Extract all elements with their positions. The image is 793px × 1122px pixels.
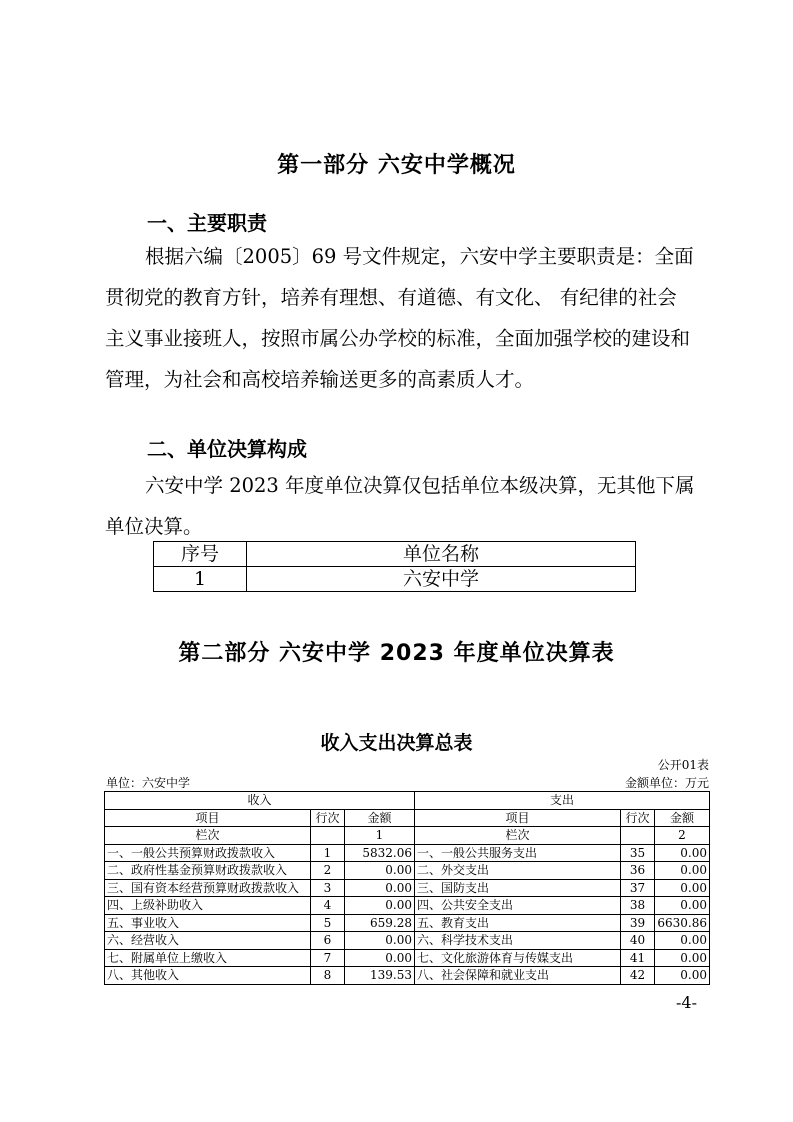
income-row-no: 6 xyxy=(311,932,345,950)
income-amount: 0.00 xyxy=(345,932,415,950)
expense-row-no: 36 xyxy=(621,862,655,880)
expense-amount: 0.00 xyxy=(655,844,710,862)
expense-row-no: 39 xyxy=(621,914,655,932)
unit-label: 单位：六安中学 xyxy=(106,776,191,790)
table-row xyxy=(105,844,710,862)
expense-item: 五、教育支出 xyxy=(415,914,621,932)
expense-item: 六、科学技术支出 xyxy=(415,932,621,950)
summary-table-title: 收入支出决算总表 xyxy=(320,732,473,754)
income-item: 六、经营收入 xyxy=(105,932,311,950)
table-row xyxy=(105,932,710,950)
income-col-row: 行次 xyxy=(311,809,345,827)
expense-row-no: 35 xyxy=(621,844,655,862)
expense-item: 八、社会保障和就业支出 xyxy=(415,967,621,985)
table-code: 公开01表 xyxy=(657,758,709,772)
part1-title: 第一部分 六安中学概况 xyxy=(277,153,516,178)
page-number: -4- xyxy=(676,993,697,1012)
income-row-no: 4 xyxy=(311,897,345,915)
table-row xyxy=(105,862,710,880)
section1-paragraph: 根据六编〔2005〕69 号文件规定，六安中学主要职责是：全面贯彻党的教育方针，培养有理想、有道德、有文化、 有纪律的社会主义事业接班人，按照市属公办学校的标准，全面加强学校的建设和管理，为社会和高校培养输送更多的高素质人才。 xyxy=(105,245,694,391)
expense-row-no: 37 xyxy=(621,879,655,897)
income-amount: 139.53 xyxy=(345,967,415,985)
income-row-no: 7 xyxy=(311,949,345,967)
expense-row-no: 40 xyxy=(621,932,655,950)
table-row xyxy=(105,949,710,967)
expense-amount: 0.00 xyxy=(655,879,710,897)
expense-row-no: 41 xyxy=(621,949,655,967)
table-row xyxy=(105,967,710,985)
expense-item: 四、公共安全支出 xyxy=(415,897,621,915)
table-row xyxy=(105,879,710,897)
income-amount: 0.00 xyxy=(345,897,415,915)
part2-title: 第二部分 六安中学 2023 年度单位决算表 xyxy=(178,641,615,666)
table-column-header-row xyxy=(105,809,710,827)
expense-amount: 0.00 xyxy=(655,949,710,967)
income-amount: 0.00 xyxy=(345,862,415,880)
table-row xyxy=(105,897,710,915)
income-row-no: 5 xyxy=(311,914,345,932)
income-lanci-empty xyxy=(311,827,345,845)
income-row-no: 1 xyxy=(311,844,345,862)
income-lanci-label: 栏次 xyxy=(105,827,311,845)
header-unit-name: 单位名称 xyxy=(247,542,636,567)
income-row-no: 2 xyxy=(311,862,345,880)
income-row-no: 8 xyxy=(311,967,345,985)
income-amount: 659.28 xyxy=(345,914,415,932)
table-group-header-row xyxy=(105,792,710,810)
table-row xyxy=(154,567,636,592)
expense-lanci-empty xyxy=(621,827,655,845)
income-item: 五、事业收入 xyxy=(105,914,311,932)
section2-heading: 二、单位决算构成 xyxy=(147,437,307,461)
income-col-amount: 金额 xyxy=(345,809,415,827)
income-col-item: 项目 xyxy=(105,809,311,827)
income-item: 八、其他收入 xyxy=(105,967,311,985)
expense-lanci-number: 2 xyxy=(655,827,710,845)
expense-amount: 0.00 xyxy=(655,862,710,880)
income-item: 四、上级补助收入 xyxy=(105,897,311,915)
income-amount: 0.00 xyxy=(345,879,415,897)
unit-composition-table xyxy=(153,541,636,592)
expense-amount: 0.00 xyxy=(655,932,710,950)
expense-row-no: 38 xyxy=(621,897,655,915)
expense-item: 二、外交支出 xyxy=(415,862,621,880)
amount-unit-label: 金额单位：万元 xyxy=(624,776,709,790)
income-lanci-number: 1 xyxy=(345,827,415,845)
expense-item: 七、文化旅游体育与传媒支出 xyxy=(415,949,621,967)
cell-unit-name: 六安中学 xyxy=(247,567,636,592)
cell-serial: 1 xyxy=(154,567,247,592)
expense-item: 一、一般公共服务支出 xyxy=(415,844,621,862)
expense-lanci-label: 栏次 xyxy=(415,827,621,845)
expense-item: 三、国防支出 xyxy=(415,879,621,897)
income-expense-table xyxy=(104,791,710,985)
expense-col-item: 项目 xyxy=(415,809,621,827)
expense-col-row: 行次 xyxy=(621,809,655,827)
expense-amount: 0.00 xyxy=(655,897,710,915)
income-amount: 5832.06 xyxy=(345,844,415,862)
expense-amount: 0.00 xyxy=(655,967,710,985)
table-row xyxy=(105,914,710,932)
expense-header: 支出 xyxy=(415,792,710,810)
income-header: 收入 xyxy=(105,792,415,810)
income-amount: 0.00 xyxy=(345,949,415,967)
table-header-row xyxy=(154,542,636,567)
income-row-no: 3 xyxy=(311,879,345,897)
header-serial: 序号 xyxy=(154,542,247,567)
income-item: 七、附属单位上缴收入 xyxy=(105,949,311,967)
expense-col-amount: 金额 xyxy=(655,809,710,827)
income-item: 三、国有资本经营预算财政拨款收入 xyxy=(105,879,311,897)
section2-paragraph: 六安中学 2023 年度单位决算仅包括单位本级决算，无其他下属单位决算。 xyxy=(105,474,695,538)
section1-heading: 一、主要职责 xyxy=(147,211,267,235)
expense-amount: 6630.86 xyxy=(655,914,710,932)
expense-row-no: 42 xyxy=(621,967,655,985)
table-lanci-row xyxy=(105,827,710,845)
income-item: 一、一般公共预算财政拨款收入 xyxy=(105,844,311,862)
income-item: 二、政府性基金预算财政拨款收入 xyxy=(105,862,311,880)
